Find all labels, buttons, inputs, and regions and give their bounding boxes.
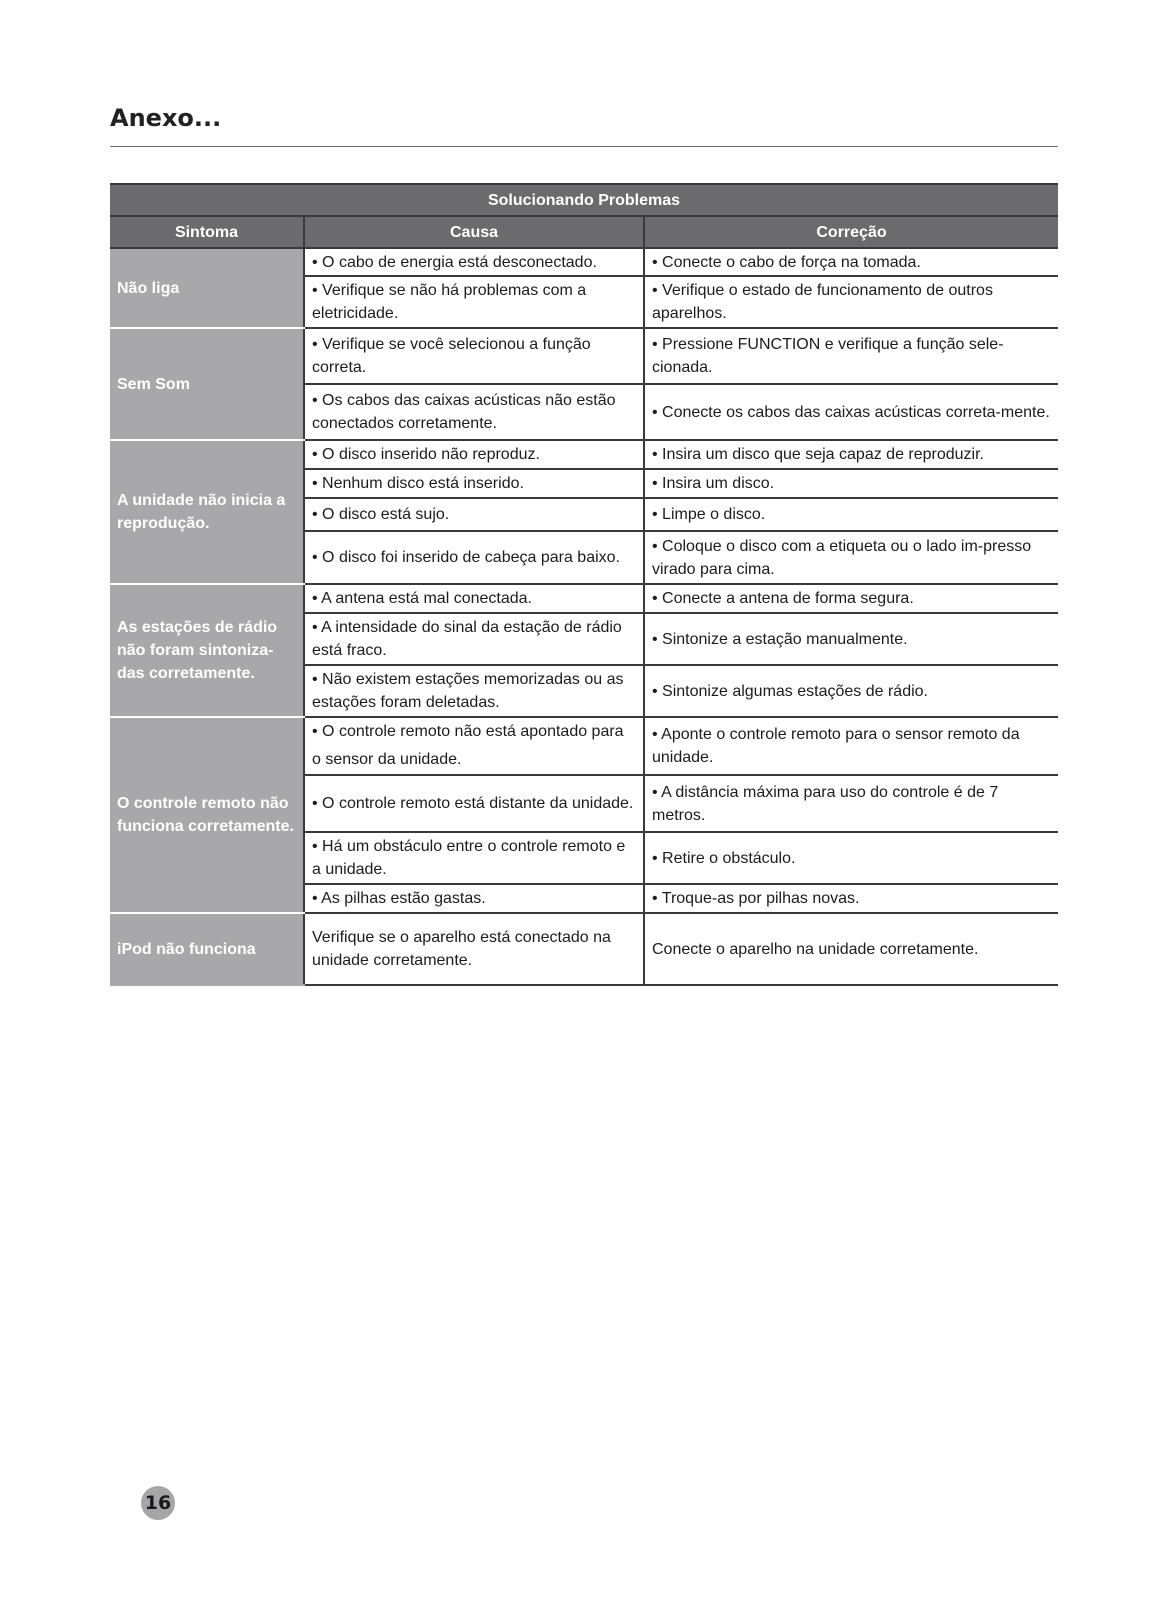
table-title: Solucionando Problemas: [110, 184, 1058, 216]
page-title: Anexo...: [110, 104, 222, 132]
cause-cell: Verifique se o aparelho está conectado na unidade corretamente.: [304, 913, 644, 985]
table-row: [110, 717, 1058, 775]
table-row: [110, 248, 1058, 276]
page-number-badge: 16: [141, 1486, 175, 1520]
cause-cell: • Os cabos das caixas acústicas não estão conectados corretamente.: [304, 384, 644, 440]
fix-cell: Conecte o aparelho na unidade corretamente.: [644, 913, 1058, 985]
fix-cell: • Retire o obstáculo.: [644, 832, 1058, 884]
cause-cell: • O controle remoto não está apontado para o sensor da unidade.: [304, 717, 644, 775]
fix-cell: • Verifique o estado de funcionamento de outros aparelhos.: [644, 276, 1058, 328]
symptom-cell: As estações de rádio não foram sintoniza-das corretamente.: [110, 584, 304, 717]
cause-cell: • Nenhum disco está inserido.: [304, 469, 644, 498]
cause-cell: • O controle remoto está distante da unidade.: [304, 775, 644, 832]
cause-cell: • Verifique se não há problemas com a eletricidade.: [304, 276, 644, 328]
column-header-symptom: Sintoma: [110, 216, 304, 248]
symptom-cell: iPod não funciona: [110, 913, 304, 985]
fix-cell: • Limpe o disco.: [644, 498, 1058, 531]
fix-cell: • Conecte a antena de forma segura.: [644, 584, 1058, 613]
fix-cell: • Conecte o cabo de força na tomada.: [644, 248, 1058, 276]
column-header-cause: Causa: [304, 216, 644, 248]
troubleshooting-table: [110, 183, 1058, 986]
table-row: [110, 440, 1058, 469]
fix-cell: • Troque-as por pilhas novas.: [644, 884, 1058, 913]
fix-cell: • Pressione FUNCTION e verifique a função sele-cionada.: [644, 328, 1058, 384]
fix-cell: • Sintonize a estação manualmente.: [644, 613, 1058, 665]
cause-cell: • Há um obstáculo entre o controle remoto e a unidade.: [304, 832, 644, 884]
cause-cell: • As pilhas estão gastas.: [304, 884, 644, 913]
cause-cell: • A intensidade do sinal da estação de rádio está fraco.: [304, 613, 644, 665]
cause-cell: • O disco está sujo.: [304, 498, 644, 531]
cause-cell: • O cabo de energia está desconectado.: [304, 248, 644, 276]
cause-cell: • Verifique se você selecionou a função correta.: [304, 328, 644, 384]
symptom-cell: Não liga: [110, 248, 304, 328]
title-divider: [110, 146, 1058, 147]
fix-cell: • Insira um disco que seja capaz de reproduzir.: [644, 440, 1058, 469]
symptom-cell: O controle remoto não funciona corretamente.: [110, 717, 304, 913]
symptom-cell: Sem Som: [110, 328, 304, 440]
fix-cell: • Insira um disco.: [644, 469, 1058, 498]
table-row: [110, 328, 1058, 384]
table-row: [110, 913, 1058, 985]
cause-cell: • O disco foi inserido de cabeça para baixo.: [304, 531, 644, 584]
fix-cell: • A distância máxima para uso do controle é de 7 metros.: [644, 775, 1058, 832]
fix-cell: • Coloque o disco com a etiqueta ou o lado im-presso virado para cima.: [644, 531, 1058, 584]
fix-cell: • Aponte o controle remoto para o sensor remoto da unidade.: [644, 717, 1058, 775]
cause-cell: • A antena está mal conectada.: [304, 584, 644, 613]
cause-cell: • O disco inserido não reproduz.: [304, 440, 644, 469]
column-header-fix: Correção: [644, 216, 1058, 248]
cause-cell: • Não existem estações memorizadas ou as estações foram deletadas.: [304, 665, 644, 717]
symptom-cell: A unidade não inicia a reprodução.: [110, 440, 304, 584]
fix-cell: • Sintonize algumas estações de rádio.: [644, 665, 1058, 717]
fix-cell: • Conecte os cabos das caixas acústicas correta-mente.: [644, 384, 1058, 440]
table-row: [110, 584, 1058, 613]
